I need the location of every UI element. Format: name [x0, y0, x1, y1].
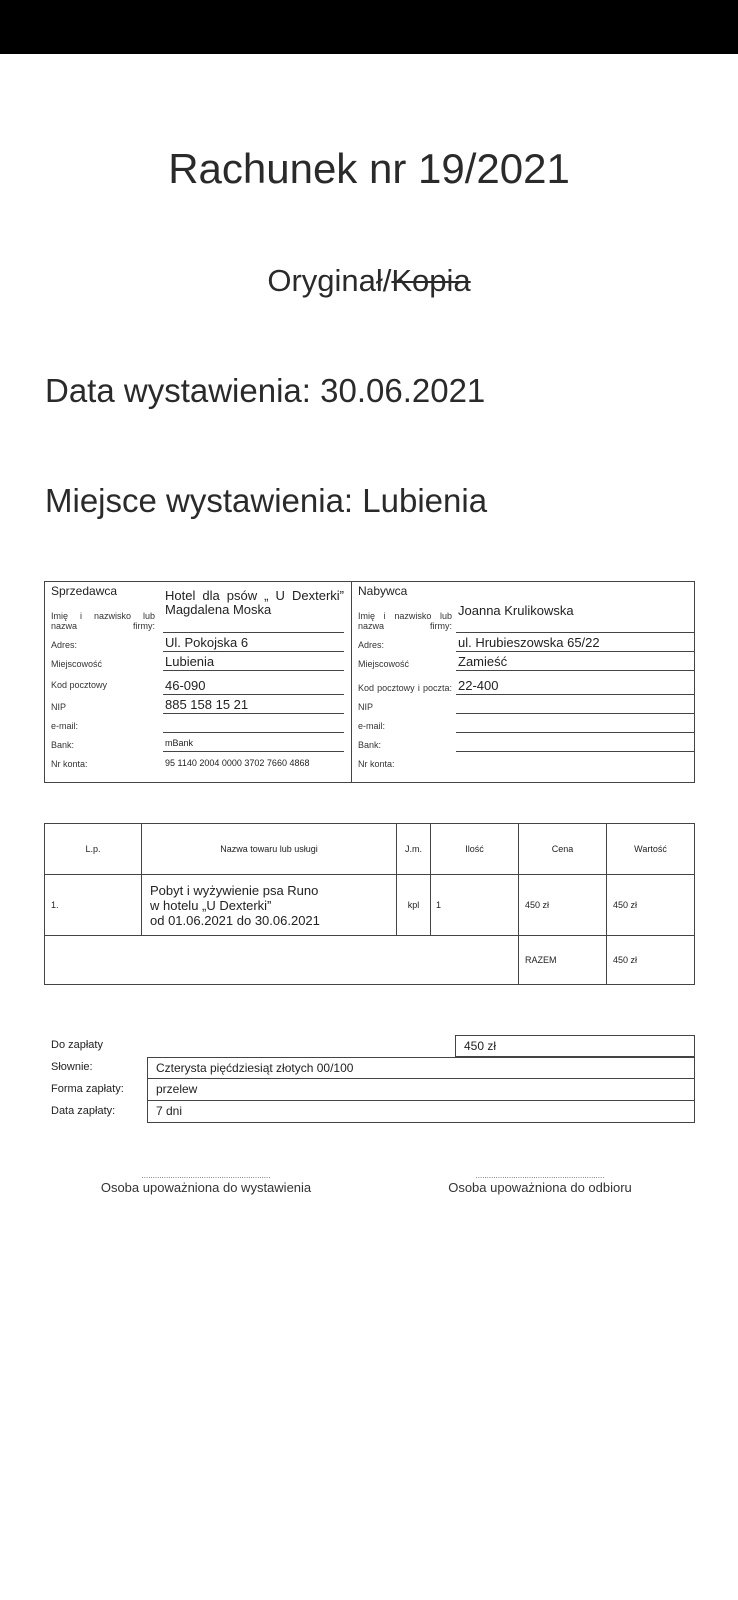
seller-city-label: Miejscowość: [51, 659, 103, 669]
seller-bank-label: Bank:: [51, 740, 75, 750]
seller-address-label: Adres:: [51, 640, 78, 650]
buyer-address-value: ul. Hrubieszowska 65/22: [456, 636, 695, 652]
header-lp: L.p.: [45, 824, 142, 875]
seller-name-label: Imię i nazwisko lub nazwa firmy:: [51, 611, 155, 631]
buyer-nip-row: [352, 695, 695, 714]
total-empty-cell: [45, 936, 519, 985]
issue-place: Miejsce wystawienia: Lubienia: [45, 482, 488, 519]
seller-nip-value: 885 158 15 21: [163, 698, 344, 714]
header-name: Nazwa towaru lub usługi: [142, 824, 397, 875]
seller-email-row: [45, 714, 351, 733]
item-qty: 1: [431, 875, 519, 936]
buyer-heading: Nabywca: [358, 584, 408, 598]
seller-postal-value: 46-090: [163, 679, 344, 695]
buyer-nip-label: NIP: [358, 702, 374, 712]
buyer-email-label: e-mail:: [358, 721, 386, 731]
buyer-section: [352, 582, 695, 782]
seller-account-row: [45, 752, 351, 771]
due-amount: 450 zł: [455, 1035, 695, 1057]
buyer-account-label: Nr konta:: [358, 759, 395, 769]
method-value: przelew: [147, 1079, 695, 1101]
buyer-account-value: [456, 756, 695, 771]
buyer-name-value: Joanna Krulikowska: [456, 604, 695, 633]
seller-account-value: 95 1140 2004 0000 3702 7660 4868: [165, 758, 310, 768]
words-value: Czterysta pięćdziesiąt złotych 00/100: [147, 1057, 695, 1079]
header-qty: Ilość: [431, 824, 519, 875]
seller-account-label: Nr konta:: [51, 759, 88, 769]
seller-name-value: Hotel dla psów „ U Dexterki” Magdalena Moska: [163, 587, 344, 633]
signature-line: ..........................................................: [475, 1171, 605, 1180]
buyer-postal-row: [352, 671, 695, 695]
item-name-line: od 01.06.2021 do 30.06.2021: [150, 912, 320, 928]
total-value: 450 zł: [607, 936, 695, 985]
buyer-city-label: Miejscowość: [358, 659, 410, 669]
seller-city-value: Lubienia: [163, 655, 344, 671]
issuer-caption: Osoba upoważniona do wystawienia: [100, 1180, 312, 1195]
issue-date: Data wystawienia: 30.06.2021: [45, 372, 486, 409]
buyer-name-row: [352, 582, 695, 633]
document-title: Rachunek nr 19/2021: [168, 145, 570, 192]
parties-table: [44, 581, 695, 783]
copy-label-struck: Kopia: [391, 263, 471, 298]
item-name-line: Pobyt i wyżywienie psa Runo: [150, 882, 319, 898]
seller-email-value: [163, 718, 344, 733]
buyer-email-value: [456, 718, 695, 733]
seller-bank-value: mBank: [163, 736, 344, 752]
words-label: Słownie:: [51, 1061, 93, 1073]
item-lp: 1.: [45, 875, 142, 936]
buyer-city-row: [352, 652, 695, 671]
receiver-caption: Osoba upoważniona do odbioru: [448, 1180, 632, 1195]
receiver-signature: [420, 1172, 660, 1195]
items-total-row: [45, 936, 695, 985]
seller-postal-row: [45, 671, 351, 695]
header-value: Wartość: [607, 824, 695, 875]
seller-email-label: e-mail:: [51, 721, 79, 731]
buyer-bank-value: [456, 737, 695, 752]
seller-heading: Sprzedawca: [51, 584, 118, 598]
buyer-bank-row: [352, 733, 695, 752]
seller-bank-row: [45, 733, 351, 752]
buyer-postal-label: Kod pocztowy i poczta:: [358, 683, 452, 693]
signature-line: ..........................................................: [141, 1171, 271, 1180]
buyer-city-value: Zamieść: [456, 655, 695, 671]
issuer-signature: [86, 1172, 326, 1195]
due-label: Do zapłaty: [51, 1039, 103, 1051]
table-row: [45, 875, 695, 936]
item-name-line: w hotelu „U Dexterki”: [150, 897, 272, 913]
buyer-email-row: [352, 714, 695, 733]
buyer-bank-label: Bank:: [358, 740, 382, 750]
seller-address-value: Ul. Pokojska 6: [163, 636, 344, 652]
items-header-row: [45, 824, 695, 875]
payment-section: [44, 1035, 695, 1125]
original-copy-marker: [0, 263, 738, 299]
seller-address-row: [45, 633, 351, 652]
items-table: [44, 823, 695, 985]
seller-nip-label: NIP: [51, 702, 67, 712]
buyer-postal-value: 22-400: [456, 679, 695, 695]
seller-name-row: [45, 582, 351, 633]
item-value: 450 zł: [607, 875, 695, 936]
header-price: Cena: [519, 824, 607, 875]
item-price: 450 zł: [519, 875, 607, 936]
method-label: Forma zapłaty:: [51, 1083, 124, 1095]
seller-postal-label: Kod pocztowy: [51, 680, 108, 690]
item-name: [142, 875, 397, 936]
buyer-name-label: Imię i nazwisko lub nazwa firmy:: [358, 611, 452, 631]
payment-date-label: Data zapłaty:: [51, 1105, 116, 1117]
payment-date-value: 7 dni: [147, 1101, 695, 1123]
seller-nip-row: [45, 695, 351, 714]
total-label: RAZEM: [519, 936, 607, 985]
buyer-address-row: [352, 633, 695, 652]
buyer-nip-value: [456, 699, 695, 714]
original-label: Oryginał/: [267, 263, 392, 298]
seller-city-row: [45, 652, 351, 671]
buyer-account-row: [352, 752, 695, 771]
seller-section: [45, 582, 352, 782]
status-bar: [0, 0, 738, 54]
buyer-address-label: Adres:: [358, 640, 385, 650]
header-unit: J.m.: [397, 824, 431, 875]
item-unit: kpl: [397, 875, 431, 936]
